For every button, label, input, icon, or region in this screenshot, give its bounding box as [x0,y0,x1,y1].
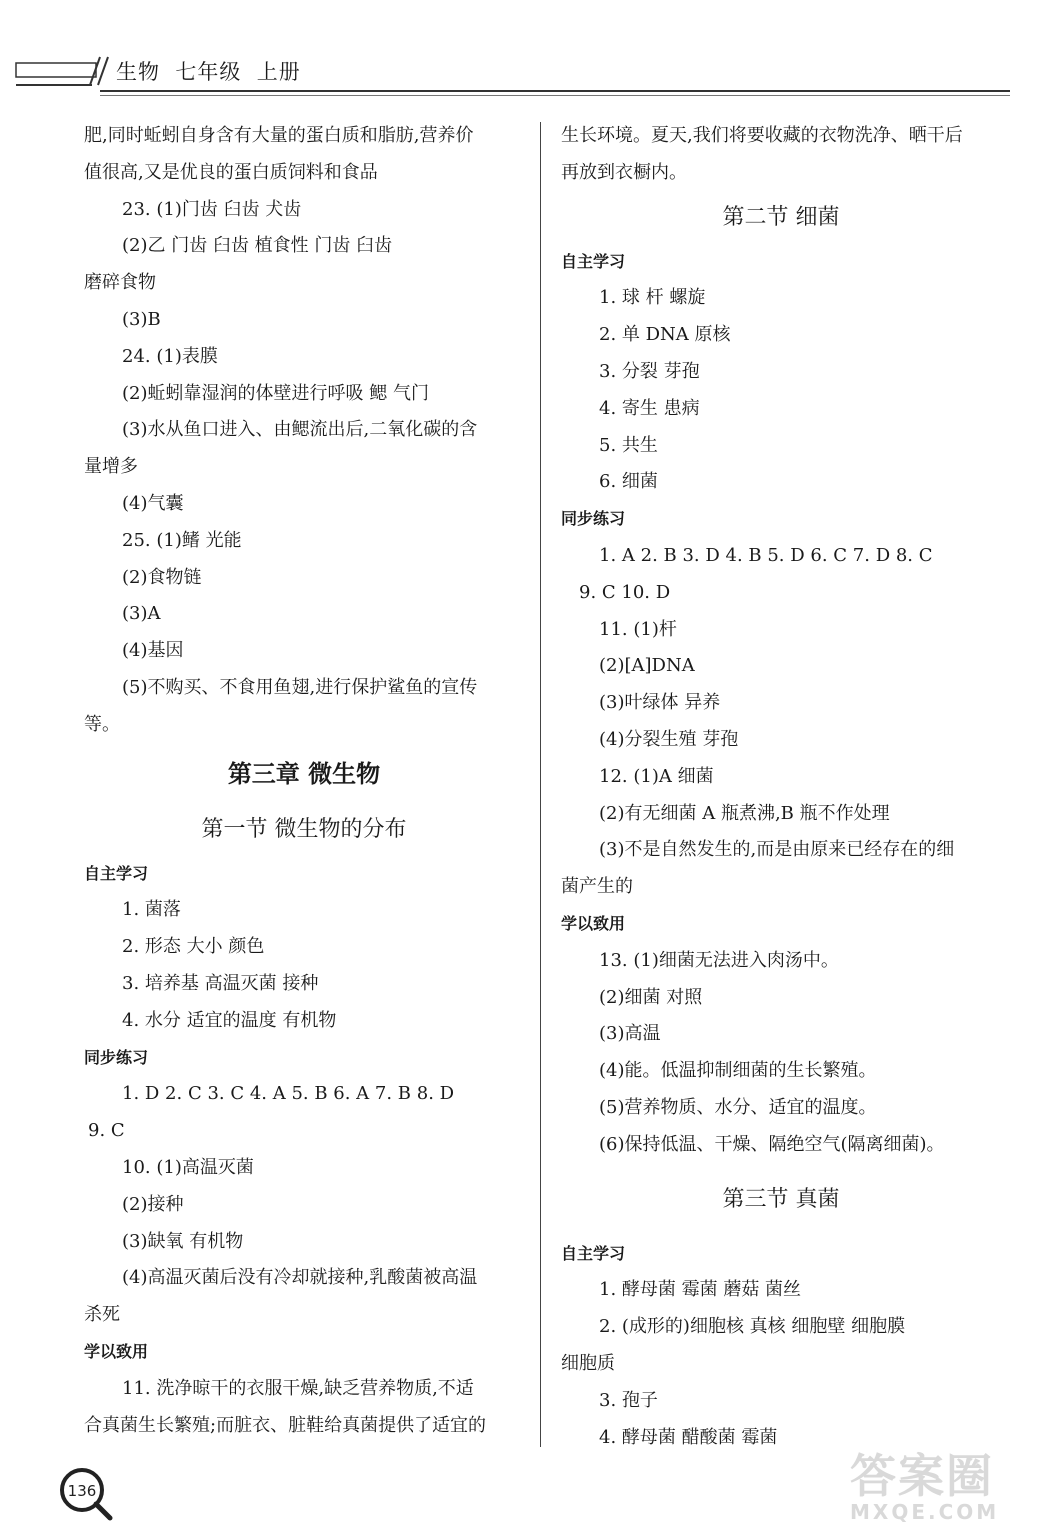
answer-line: 13. (1)细菌无法进入肉汤中。 [599,949,839,971]
answer-line: 细胞质 [561,1352,615,1374]
answer-line: (3)不是自然发生的,而是由原来已经存在的细 [599,839,955,861]
answer-line: 2. (成形的)细胞核 真核 细胞壁 细胞膜 [599,1316,906,1338]
magnifier-icon [58,1466,114,1522]
chapter-title: 第三章 微生物 [227,759,381,788]
answer-line: (2)蚯蚓靠湿润的体壁进行呼吸 鳃 气门 [122,382,429,404]
answer-line: 4. 酵母菌 醋酸菌 霉菌 [599,1426,778,1448]
answer-line: (3)水从鱼口进入、由鳃流出后,二氧化碳的含 [122,419,478,441]
answer-line: 菌产生的 [561,876,633,898]
answer-line: 23. (1)门齿 臼齿 犬齿 [122,198,302,220]
answer-line: (2)乙 门齿 臼齿 植食性 门齿 臼齿 [122,235,393,257]
page-header [0,0,1041,100]
answer-line: 11. 洗净晾干的衣服干燥,缺乏营养物质,不适 [122,1377,474,1399]
answer-line: (4)能。低温抑制细菌的生长繁殖。 [599,1060,877,1082]
answer-line: (5)营养物质、水分、适宜的温度。 [599,1096,877,1118]
left-column [84,118,524,1444]
answer-line: 1. A 2. B 3. D 4. B 5. D 6. C 7. D 8. C [599,544,933,566]
section-title: 第二节 细菌 [722,204,840,230]
page-number-badge [58,1466,114,1526]
page-number: 136 [67,1482,97,1500]
answer-line: (4)分裂生殖 芽孢 [599,728,739,750]
subsection-label: 学以致用 [561,913,626,933]
answer-line: 4. 寄生 患病 [599,397,700,419]
header-rule-thin [100,95,1010,96]
right-column [561,118,1001,1456]
answer-line: (3)A [122,603,161,625]
subsection-label: 同步练习 [84,1047,149,1067]
answer-line: 12. (1)A 细菌 [599,765,714,787]
subsection-label: 自主学习 [561,251,626,271]
section-title: 第三节 真菌 [722,1186,840,1212]
answer-line: (4)气囊 [122,492,184,514]
answer-line: (3)缺氧 有机物 [122,1230,244,1252]
answer-line: (5)不购买、不食用鱼翅,进行保护鲨鱼的宣传 [122,676,478,698]
answer-line: 3. 分裂 芽孢 [599,360,700,382]
answer-line: (2)[A]DNA [599,655,695,677]
answer-line: 1. 球 杆 螺旋 [599,287,706,309]
text-line: 值很高,又是优良的蛋白质饲料和食品 [84,161,378,183]
answer-line: 24. (1)表膜 [122,345,218,367]
subsection-label: 同步练习 [561,509,626,529]
answer-line: 1. 菌落 [122,899,181,921]
subsection-label: 自主学习 [561,1243,626,1263]
answer-line: 11. (1)杆 [599,618,677,640]
header-decoration-icon [12,55,112,91]
subsection-label: 学以致用 [84,1341,149,1361]
header-title: 生物 七年级 上册 [116,60,301,84]
watermark-logo [850,1440,999,1524]
answer-line: 9. C [88,1120,125,1142]
answer-line: 6. 细菌 [599,471,658,493]
answer-line: 磨碎食物 [84,272,156,294]
answer-line: (4)高温灭菌后没有冷却就接种,乳酸菌被高温 [122,1267,478,1289]
text-line: 肥,同时蚯蚓自身含有大量的蛋白质和脂肪,营养价 [84,125,474,146]
answer-line: 杀死 [84,1304,120,1326]
answer-line: 1. D 2. C 3. C 4. A 5. B 6. A 7. B 8. D [122,1083,455,1105]
answer-line: 25. (1)鳍 光能 [122,529,242,551]
answer-line: (2)接种 [122,1193,184,1215]
watermark-sub: MXQE.COM [850,1500,1000,1524]
answer-line: 10. (1)高温灭菌 [122,1156,254,1178]
section-title: 第一节 微生物的分布 [201,816,407,842]
subsection-label: 自主学习 [84,863,149,883]
header-rule [100,90,1010,92]
answer-line: 3. 培养基 高温灭菌 接种 [122,972,319,994]
answer-line: 1. 酵母菌 霉菌 蘑菇 菌丝 [599,1279,802,1301]
answer-line: 2. 形态 大小 颜色 [122,936,265,958]
answer-line: 等。 [84,713,120,735]
answer-line: 量增多 [84,456,138,478]
answer-line: (4)基因 [122,640,184,662]
answer-line: 3. 孢子 [599,1389,658,1411]
answer-line: 2. 单 DNA 原核 [599,324,731,346]
answer-line: 5. 共生 [599,434,658,456]
watermark-main: 答案圈 [850,1449,994,1503]
answer-line: 9. C 10. D [579,581,671,603]
answer-line: (3)高温 [599,1023,661,1045]
text-line: 生长环境。夏天,我们将要收藏的衣物洗净、晒干后 [561,125,963,146]
answer-line: (3)叶绿体 异养 [599,692,721,714]
answer-line: 4. 水分 适宜的温度 有机物 [122,1009,337,1031]
answer-line: (2)食物链 [122,566,202,588]
answer-line: (6)保持低温、干燥、隔绝空气(隔离细菌)。 [599,1133,945,1155]
column-divider [540,122,541,1447]
answer-line: 合真菌生长繁殖;而脏衣、脏鞋给真菌提供了适宜的 [84,1414,487,1436]
text-line: 再放到衣橱内。 [561,161,687,183]
answer-line: (2)有无细菌 A 瓶煮沸,B 瓶不作处理 [599,802,890,824]
answer-line: (2)细菌 对照 [599,986,703,1008]
answer-line: (3)B [122,308,161,330]
